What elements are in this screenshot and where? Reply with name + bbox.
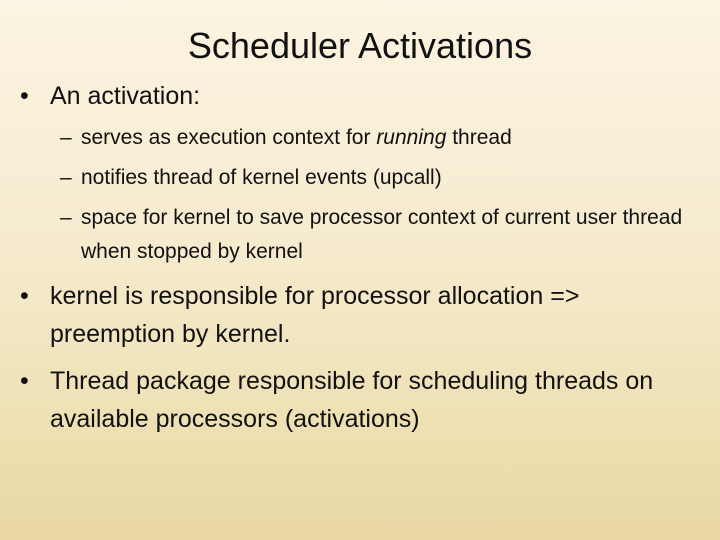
dash-icon: – <box>60 206 72 229</box>
dash-icon: – <box>60 166 72 189</box>
sub-item-text-pre: serves as execution context for <box>81 126 377 149</box>
bullet-item-activation <box>20 77 700 115</box>
slide-title: Scheduler Activations <box>187 25 533 66</box>
bullet-dot-icon: • <box>20 282 29 310</box>
bullet-item-thread-package <box>20 362 700 438</box>
bullet-dot-icon: • <box>20 82 29 110</box>
sub-item-text: space for kernel to save processor context of current user thread when stopped by kernel <box>81 206 683 263</box>
sub-item-text: notifies thread of kernel events (upcall) <box>81 166 442 189</box>
sub-item-execution-context <box>60 121 700 155</box>
bullet-item-kernel <box>20 277 700 353</box>
bullet-text: An activation: <box>50 82 201 110</box>
sub-item-text <box>81 121 700 155</box>
bullet-dot-icon: • <box>20 367 29 395</box>
bullet-text: kernel is responsible for processor allocation => preemption by kernel. <box>50 282 580 348</box>
bullet-text: Thread package responsible for scheduling threads on available processors (activations) <box>50 367 654 433</box>
sub-item-space <box>60 201 700 269</box>
sub-item-text-emphasis: running <box>376 126 447 149</box>
dash-icon: – <box>60 126 72 149</box>
sub-item-text-post: thread <box>446 126 512 149</box>
sub-item-notifies <box>60 161 700 195</box>
